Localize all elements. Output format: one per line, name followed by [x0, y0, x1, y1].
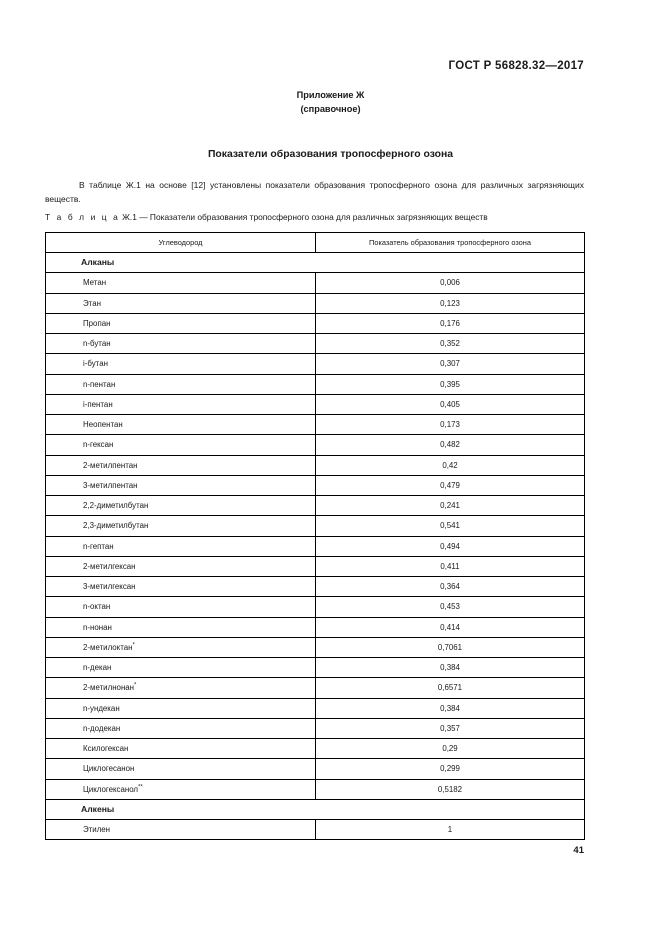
hydrocarbon-name-cell [46, 273, 316, 293]
ozone-index-value: 0,7061 [316, 637, 585, 657]
hydrocarbon-name: i-бутан [83, 359, 108, 369]
table-row [46, 718, 585, 738]
ozone-index-value: 0,453 [316, 597, 585, 617]
ozone-index-value: 0,352 [316, 334, 585, 354]
table-row [46, 374, 585, 394]
table-row [46, 617, 585, 637]
hydrocarbon-name: n-бутан [83, 339, 111, 349]
hydrocarbon-name-cell [46, 739, 316, 759]
hydrocarbon-name-cell [46, 577, 316, 597]
ozone-index-value: 0,364 [316, 577, 585, 597]
table-row [46, 293, 585, 313]
hydrocarbon-name-cell [46, 415, 316, 435]
hydrocarbon-name: 3-метилгексан [83, 582, 136, 592]
table-row [46, 678, 585, 698]
ozone-index-value: 0,384 [316, 658, 585, 678]
ozone-index-value: 0,29 [316, 739, 585, 759]
hydrocarbon-name: 2,2-диметилбутан [83, 501, 149, 511]
hydrocarbon-name-cell [46, 637, 316, 657]
table-row [46, 658, 585, 678]
hydrocarbon-name: n-гексан [83, 440, 114, 450]
table-row [46, 597, 585, 617]
hydrocarbon-name-cell [46, 334, 316, 354]
hydrocarbon-name: Метан [83, 278, 107, 288]
table-group-row [46, 253, 585, 273]
hydrocarbon-name: n-декан [83, 663, 112, 673]
table-row [46, 637, 585, 657]
hydrocarbon-name: Пропан [83, 318, 111, 328]
ozone-index-value: 0,241 [316, 496, 585, 516]
hydrocarbon-name-cell [46, 536, 316, 556]
footnote-marker: ** [138, 784, 143, 790]
hydrocarbon-name: 3-метилпентан [83, 480, 138, 490]
ozone-index-value: 0,307 [316, 354, 585, 374]
hydrocarbon-name-cell [46, 293, 316, 313]
hydrocarbon-name-cell [46, 435, 316, 455]
table-row [46, 435, 585, 455]
hydrocarbon-name: Циклогесанон [83, 764, 135, 774]
hydrocarbon-name: Ксилогексан [83, 744, 129, 754]
annex-heading-block [0, 89, 661, 116]
table-group-label: Алкены [46, 799, 585, 819]
column-header-hydrocarbon: Углеводород [46, 233, 316, 253]
ozone-index-value: 0,357 [316, 718, 585, 738]
hydrocarbon-name: 2-метилоктан [83, 642, 133, 652]
hydrocarbon-name: Неопентан [83, 420, 123, 430]
page-number: 41 [573, 845, 584, 856]
section-title: Показатели образования тропосферного озона [207, 149, 454, 160]
ozone-index-value: 0,006 [316, 273, 585, 293]
hydrocarbon-name-cell [46, 556, 316, 576]
table-row [46, 354, 585, 374]
annex-subtitle: (справочное) [300, 103, 361, 114]
table-header-row [46, 233, 585, 253]
table-row [46, 536, 585, 556]
hydrocarbon-name-cell [46, 617, 316, 637]
hydrocarbon-name-cell [46, 597, 316, 617]
ozone-index-value: 0,42 [316, 455, 585, 475]
hydrocarbon-name-cell [46, 394, 316, 414]
ozone-index-value: 0,6571 [316, 678, 585, 698]
table-row [46, 313, 585, 333]
table-row [46, 779, 585, 799]
ozone-index-value: 0,395 [316, 374, 585, 394]
hydrocarbon-name-cell [46, 658, 316, 678]
ozone-index-value: 0,494 [316, 536, 585, 556]
table-row [46, 273, 585, 293]
ozone-index-value: 0,541 [316, 516, 585, 536]
table-row [46, 415, 585, 435]
standard-reference-header: ГОСТ Р 56828.32—2017 [448, 60, 584, 72]
ozone-index-value: 0,299 [316, 759, 585, 779]
hydrocarbon-name-cell [46, 313, 316, 333]
intro-paragraph: В таблице Ж.1 на основе [12] установлены показатели образования тропосферного озона для различных загрязняющих веществ. [45, 180, 584, 204]
ozone-index-value: 0,405 [316, 394, 585, 414]
hydrocarbon-name: 2-метилгексан [83, 561, 136, 571]
table-row [46, 820, 585, 840]
hydrocarbon-name: n-нонан [83, 622, 112, 632]
hydrocarbon-name-cell [46, 496, 316, 516]
hydrocarbon-name: n-гептан [83, 541, 114, 551]
hydrocarbon-name: Этилен [83, 825, 111, 835]
table-row [46, 698, 585, 718]
footnote-marker: * [132, 642, 135, 649]
hydrocarbon-name-cell [46, 759, 316, 779]
ozone-index-value: 0,176 [316, 313, 585, 333]
hydrocarbon-name: n-ундекан [83, 703, 120, 713]
hydrocarbon-name: 2,3-диметилбутан [83, 521, 149, 531]
hydrocarbon-name: Циклогексанол [83, 784, 139, 794]
ozone-formation-table [45, 232, 585, 840]
hydrocarbon-name-cell [46, 779, 316, 799]
ozone-index-value: 0,384 [316, 698, 585, 718]
hydrocarbon-name: n-октан [83, 602, 111, 612]
ozone-index-value: 0,414 [316, 617, 585, 637]
ozone-index-value: 0,5182 [316, 779, 585, 799]
table-row [46, 759, 585, 779]
hydrocarbon-name: 2-метилпентан [83, 460, 138, 470]
ozone-index-value: 0,123 [316, 293, 585, 313]
table-row [46, 475, 585, 495]
table-row [46, 556, 585, 576]
table-row [46, 516, 585, 536]
table-group-label: Алканы [46, 253, 585, 273]
hydrocarbon-name-cell [46, 354, 316, 374]
hydrocarbon-name: i-пентан [83, 399, 113, 409]
table-caption-text: Ж.1 — Показатели образования тропосферного озона для различных загрязняющих веществ [119, 212, 488, 222]
hydrocarbon-name-cell [46, 678, 316, 698]
table-row [46, 577, 585, 597]
ozone-index-value: 0,411 [316, 556, 585, 576]
table-row [46, 496, 585, 516]
table-body [46, 253, 585, 840]
table-group-row [46, 799, 585, 819]
hydrocarbon-name-cell [46, 718, 316, 738]
hydrocarbon-name-cell [46, 516, 316, 536]
hydrocarbon-name-cell [46, 820, 316, 840]
ozone-index-value: 0,482 [316, 435, 585, 455]
hydrocarbon-name: 2-метилнонан [83, 683, 135, 693]
hydrocarbon-name-cell [46, 698, 316, 718]
table-caption [45, 212, 605, 222]
hydrocarbon-name-cell [46, 475, 316, 495]
table-row [46, 394, 585, 414]
column-header-ozone-index: Показатель образования тропосферного озона [316, 233, 585, 253]
hydrocarbon-name: n-додекан [83, 723, 121, 733]
table-caption-label: Т а б л и ц а [45, 212, 120, 222]
table-header [46, 233, 585, 253]
table-row [46, 739, 585, 759]
hydrocarbon-name: n-пентан [83, 379, 116, 389]
hydrocarbon-name: Этан [83, 298, 101, 308]
hydrocarbon-name-cell [46, 374, 316, 394]
ozone-index-value: 1 [316, 820, 585, 840]
ozone-index-value: 0,479 [316, 475, 585, 495]
annex-title: Приложение Ж [296, 90, 365, 100]
footnote-marker: * [134, 682, 137, 689]
table-row [46, 334, 585, 354]
table-row [46, 455, 585, 475]
hydrocarbon-name-cell [46, 455, 316, 475]
ozone-index-value: 0,173 [316, 415, 585, 435]
